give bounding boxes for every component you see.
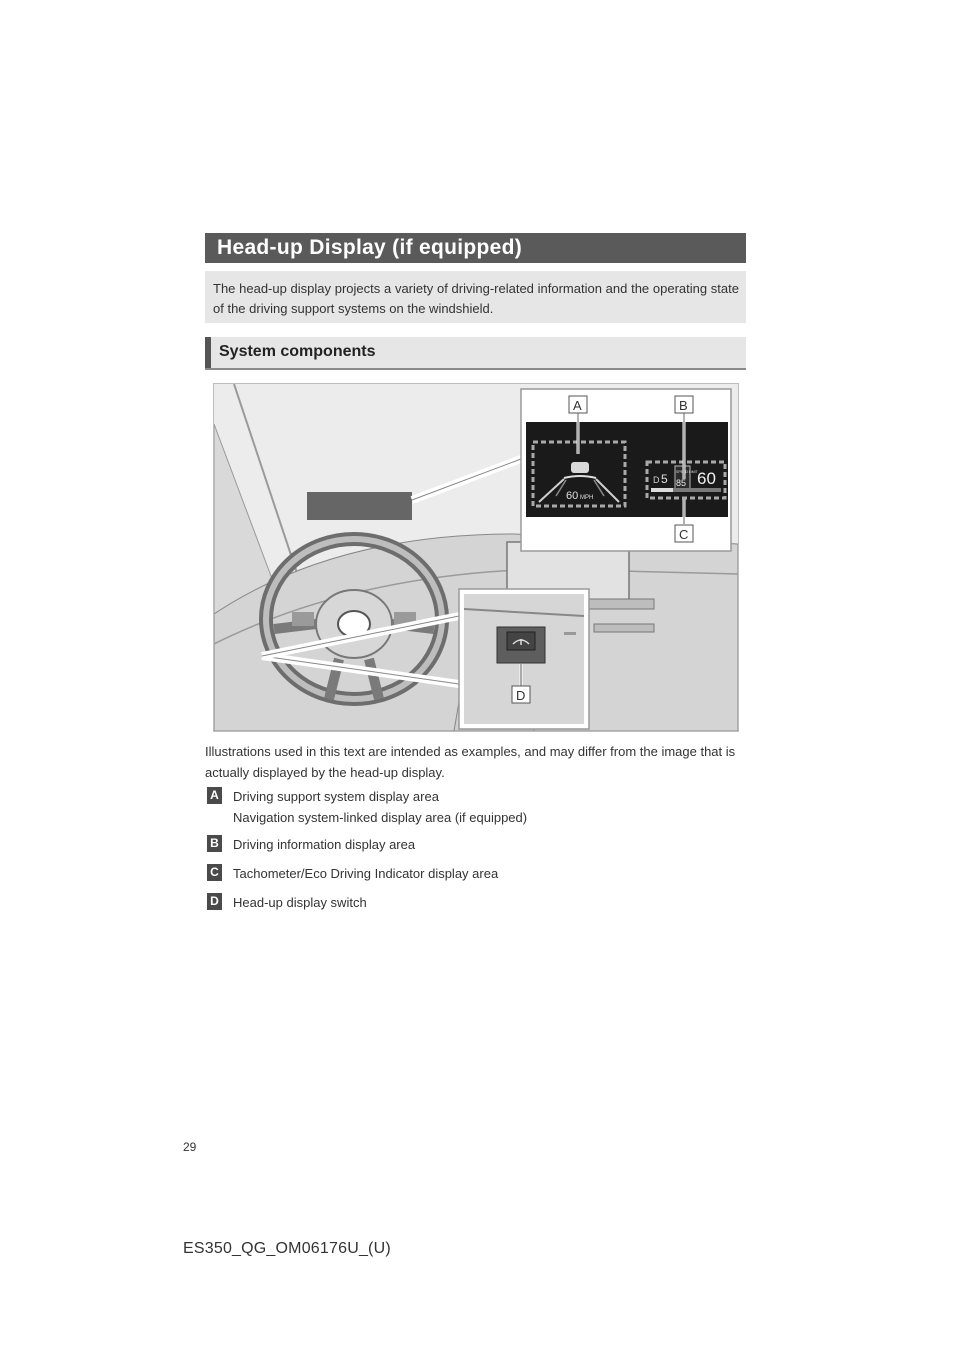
dashboard-drawing	[214, 384, 738, 731]
hud-projection-area	[307, 492, 412, 520]
hud-sign-value: 85	[676, 478, 687, 488]
hud-gear: D	[653, 475, 660, 485]
legend-badge-d: D	[207, 893, 222, 910]
legend-text-d: Head-up display switch	[233, 895, 367, 910]
page-title: Head-up Display (if equipped)	[217, 236, 523, 259]
page-title-bar	[205, 233, 746, 263]
hud-speed-center: 60	[566, 490, 579, 502]
figure-caption: Illustrations used in this text are intended as examples, and may differ from the image that is actually displayed by the head-up display.	[205, 744, 736, 780]
legend-text-c: Tachometer/Eco Driving Indicator display area	[233, 866, 499, 881]
section-accent	[205, 337, 211, 368]
legend-text-b: Driving information display area	[233, 837, 416, 852]
page-number: 29	[183, 1140, 197, 1154]
legend-badge-b: B	[207, 835, 222, 852]
section-title: System components	[219, 343, 376, 360]
hud-speed-unit: MPH	[580, 495, 594, 501]
hud-gear-number: 5	[661, 472, 668, 486]
callout-d: D	[516, 688, 526, 703]
callout-b: B	[679, 398, 688, 413]
footer-code: ES350_QG_OM06176U_(U)	[183, 1240, 391, 1257]
legend-text-a-line2: Navigation system-linked display area (if equipped)	[233, 810, 528, 825]
legend-badge-c: C	[207, 864, 222, 881]
hud-sign-text: SPEED LIMIT	[676, 470, 698, 474]
section-header	[205, 337, 746, 370]
callout-a: A	[573, 398, 582, 413]
legend-badge-a: A	[207, 787, 222, 804]
intro-box	[205, 271, 746, 323]
intro-text: The head-up display projects a variety of driving-related information and the operating state of the driving support systems on the windshield.	[213, 281, 739, 316]
callout-c: C	[679, 527, 689, 542]
legend-text-a-line1: Driving support system display area	[233, 789, 439, 804]
hud-speed-right: 60	[697, 469, 716, 488]
car-icon	[571, 462, 589, 473]
system-components-illustration	[213, 383, 739, 732]
